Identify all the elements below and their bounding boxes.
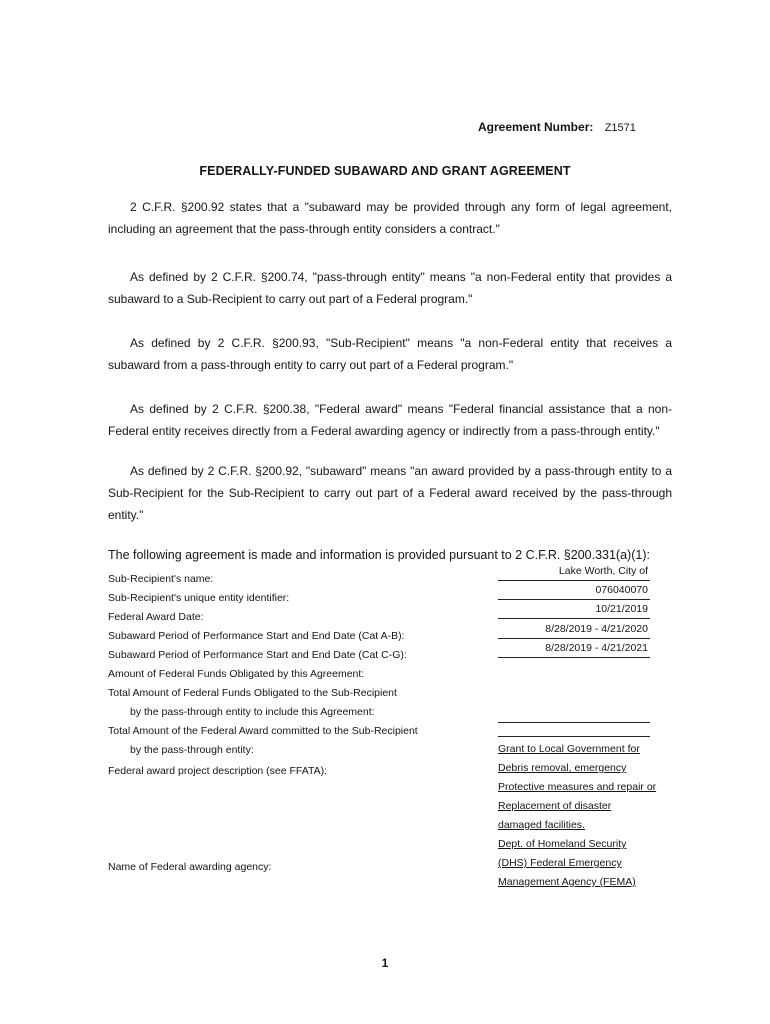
field-rule bbox=[498, 618, 650, 619]
project-description-label: Federal award project description (see FFATA): bbox=[108, 765, 328, 777]
paragraph-subaward-form: 2 C.F.R. §200.92 states that a "subaward may be provided through any form of legal agreement, including an agreement that the pass-through entity considers a contract." bbox=[108, 200, 672, 236]
project-description-line: damaged facilities. bbox=[498, 819, 585, 831]
period-cg-value: 8/28/2019 - 4/21/2021 bbox=[545, 642, 648, 654]
paragraph-federal-award: As defined by 2 C.F.R. §200.38, "Federal award" means "Federal financial assistance that a non-Federal entity receives directly from a Federal awarding agency or indirectly from a pass-through entity." bbox=[108, 402, 672, 438]
agreement-number bbox=[478, 120, 636, 134]
document-title: FEDERALLY-FUNDED SUBAWARD AND GRANT AGREEMENT bbox=[199, 164, 571, 178]
paragraph-subaward-definition: As defined by 2 C.F.R. §200.92, "subaward" means "an award provided by a pass-through entity to a Sub-Recipient for the Sub-Recipient to carry out part of a Federal award received by the pass-through entity." bbox=[108, 464, 672, 522]
agreement-number-value: Z1571 bbox=[604, 122, 636, 134]
project-description-line: Grant to Local Government for bbox=[498, 743, 640, 755]
awarding-agency-line: Management Agency (FEMA) bbox=[498, 876, 636, 888]
project-description-line: Replacement of disaster bbox=[498, 800, 612, 812]
field-rule bbox=[498, 638, 650, 639]
period-ab-label: Subaward Period of Performance Start and End Date (Cat A-B): bbox=[108, 630, 405, 642]
sub-recipient-name-value: Lake Worth, City of bbox=[558, 565, 648, 577]
field-rule bbox=[498, 580, 650, 581]
award-date-label: Federal Award Date: bbox=[108, 611, 204, 623]
field-rule bbox=[498, 657, 650, 658]
awarding-agency-label: Name of Federal awarding agency: bbox=[108, 861, 272, 873]
field-rule bbox=[498, 599, 650, 600]
info-intro: The following agreement is made and information is provided pursuant to 2 C.F.R. §200.331(a)(1): bbox=[108, 548, 650, 562]
agreement-number-label: Agreement Number: bbox=[478, 120, 594, 134]
entity-id-value: 076040070 bbox=[595, 584, 648, 596]
paragraph-pass-through-entity: As defined by 2 C.F.R. §200.74, "pass-through entity" means "a non-Federal entity that provides a subaward to a Sub-Recipient to carry out part of a Federal program." bbox=[108, 270, 672, 306]
total-obligated-label-cont: by the pass-through entity to include this Agreement: bbox=[130, 706, 375, 718]
project-description-line: Protective measures and repair or bbox=[498, 781, 657, 793]
amount-obligated-label: Amount of Federal Funds Obligated by this Agreement: bbox=[108, 668, 365, 680]
total-committed-blank-line bbox=[498, 736, 650, 737]
total-committed-label-cont: by the pass-through entity: bbox=[130, 744, 254, 756]
awarding-agency-line: Dept. of Homeland Security bbox=[498, 838, 627, 850]
sub-recipient-name-label: Sub-Recipient's name: bbox=[108, 573, 214, 585]
period-cg-label: Subaward Period of Performance Start and End Date (Cat C-G): bbox=[108, 649, 407, 661]
paragraph-sub-recipient: As defined by 2 C.F.R. §200.93, "Sub-Recipient" means "a non-Federal entity that receives a subaward from a pass-through entity to carry out part of a Federal program." bbox=[108, 336, 672, 372]
awarding-agency-line: (DHS) Federal Emergency bbox=[498, 857, 622, 869]
entity-id-label: Sub-Recipient's unique entity identifier: bbox=[108, 592, 290, 604]
page-number: 1 bbox=[381, 956, 389, 970]
total-obligated-blank-line bbox=[498, 722, 650, 723]
award-date-value: 10/21/2019 bbox=[595, 603, 648, 615]
total-obligated-label: Total Amount of Federal Funds Obligated to the Sub-Recipient bbox=[108, 687, 397, 699]
project-description-line: Debris removal, emergency bbox=[498, 762, 627, 774]
total-committed-label: Total Amount of the Federal Award committed to the Sub-Recipient bbox=[108, 725, 418, 737]
period-ab-value: 8/28/2019 - 4/21/2020 bbox=[545, 623, 648, 635]
